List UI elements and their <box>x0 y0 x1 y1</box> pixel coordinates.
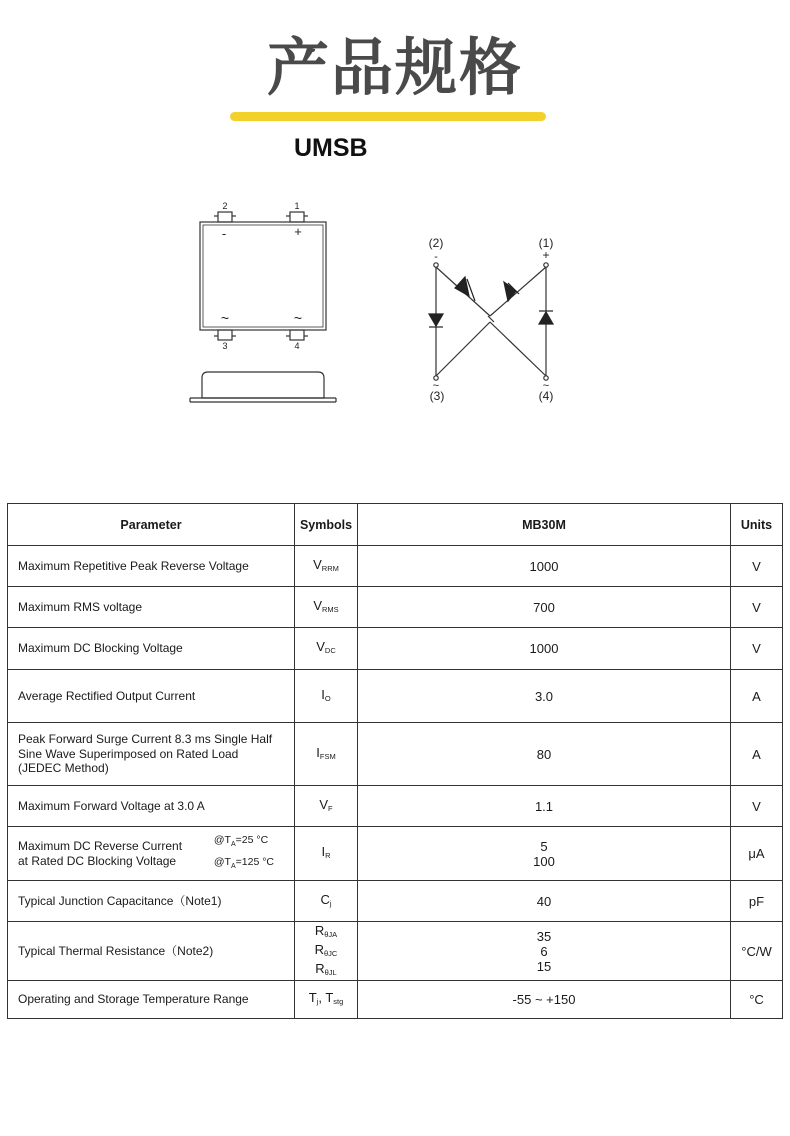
pin-mark-minus: - <box>221 226 227 241</box>
param-text: Operating and Storage Temperature Range <box>18 992 249 1007</box>
schematic-mark-ac-4: ~ <box>542 380 550 392</box>
param-cell <box>8 981 295 1019</box>
pin-mark-ac-3: ~ <box>220 310 230 326</box>
pin-number-1: 1 <box>294 201 300 211</box>
schematic-label-2: (2) <box>428 236 444 250</box>
package-drawing <box>0 0 790 420</box>
symbol-base: R <box>314 922 325 938</box>
pin-mark-ac-4: ~ <box>293 310 303 326</box>
condition-value: =125 °C <box>235 855 274 868</box>
value-cell <box>358 628 731 670</box>
value-cell <box>358 981 731 1019</box>
symbol-subscript: θJA <box>324 929 338 939</box>
param-lines <box>18 799 288 814</box>
param-text: Maximum DC Reverse Current <box>18 839 183 853</box>
param-text: Average Rectified Output Current <box>18 688 196 703</box>
table-row <box>8 827 783 881</box>
package-top-view <box>200 212 326 340</box>
unit-cell: °C/W <box>731 922 783 981</box>
symbol-subscript: θJL <box>324 967 337 977</box>
symbol <box>325 990 343 1005</box>
symbol-subscript: j <box>329 898 332 908</box>
value-cell <box>358 827 731 881</box>
package-side-view <box>190 372 336 402</box>
schematic-label-3: (3) <box>429 389 445 403</box>
symbol-base: V <box>313 556 322 572</box>
value-text: 6 <box>540 943 548 959</box>
symbol-base: V <box>313 597 322 613</box>
symbol-base: T <box>325 990 334 1005</box>
param-cell <box>8 827 295 881</box>
param-lines <box>18 839 182 868</box>
value-text: 1000 <box>529 558 559 574</box>
value-cell <box>358 786 731 827</box>
value-text: 80 <box>536 746 552 762</box>
table-header-row <box>8 504 783 546</box>
symbol <box>295 557 357 576</box>
value-cell <box>358 723 731 786</box>
symbol-subscript: RRM <box>321 563 339 573</box>
unit-cell: μA <box>731 827 783 881</box>
pin-number-4: 4 <box>294 341 300 351</box>
bridge-schematic <box>434 263 548 380</box>
table-row <box>8 628 783 670</box>
symbol <box>295 844 357 863</box>
value-text: 3.0 <box>534 688 554 704</box>
value-cell <box>358 670 731 723</box>
symbol-cell <box>295 546 358 587</box>
param-lines <box>18 559 288 574</box>
symbol <box>295 961 357 980</box>
header-units: Units <box>731 504 783 546</box>
param-text: Maximum DC Blocking Voltage <box>18 641 183 656</box>
value-text: 15 <box>536 958 552 974</box>
header-parameter: Parameter <box>8 504 295 546</box>
symbol-subscript: θJC <box>324 948 338 958</box>
condition-prefix: @T <box>213 834 231 847</box>
symbol-base: V <box>319 796 329 812</box>
unit-cell: A <box>731 670 783 723</box>
param-lines <box>18 689 288 704</box>
symbol <box>295 797 357 816</box>
value-text: 100 <box>533 853 555 869</box>
value-cell <box>358 922 731 981</box>
condition-subscript: A <box>230 841 236 849</box>
symbol-subscript: O <box>324 693 331 703</box>
condition-line <box>214 832 274 853</box>
symbol <box>309 990 326 1005</box>
table-row <box>8 723 783 786</box>
pin-number-2: 2 <box>222 201 228 211</box>
table-row <box>8 587 783 628</box>
table-row <box>8 981 783 1019</box>
symbol <box>295 923 357 942</box>
header-symbols: Symbols <box>295 504 358 546</box>
schematic-mark-plus: + <box>542 248 550 262</box>
symbol-base: R <box>314 941 325 957</box>
value-text: 700 <box>533 599 555 615</box>
unit-cell: V <box>731 628 783 670</box>
unit-cell: pF <box>731 881 783 922</box>
param-lines <box>18 732 288 776</box>
value-text: 35 <box>536 928 552 944</box>
symbol-base: I <box>321 844 326 859</box>
param-lines <box>18 894 288 909</box>
table-row <box>8 786 783 827</box>
unit-cell: V <box>731 546 783 587</box>
symbol <box>295 639 357 658</box>
value-cell <box>358 587 731 628</box>
symbol-cell <box>295 827 358 881</box>
param-lines <box>18 992 288 1007</box>
symbol-cell <box>295 981 358 1019</box>
unit-cell: °C <box>731 981 783 1019</box>
param-text: at Rated DC Blocking Voltage <box>18 853 177 868</box>
table-row <box>8 881 783 922</box>
param-text: Maximum Forward Voltage at 3.0 A <box>18 798 205 813</box>
symbol-separator: , <box>318 990 326 1005</box>
param-cell <box>8 723 295 786</box>
symbol-cell <box>295 786 358 827</box>
param-text: Maximum RMS voltage <box>18 599 143 614</box>
header-part: MB30M <box>358 504 731 546</box>
symbol-cell <box>295 723 358 786</box>
param-cell <box>8 922 295 981</box>
table-row <box>8 922 783 981</box>
schematic-mark-minus: - <box>434 251 438 263</box>
param-cell <box>8 881 295 922</box>
param-with-conditions <box>18 832 288 874</box>
param-cell <box>8 546 295 587</box>
param-cell <box>8 670 295 723</box>
value-text: -55 ~ +150 <box>512 992 576 1007</box>
spec-table <box>7 503 783 1019</box>
param-cell <box>8 587 295 628</box>
param-text: Typical Junction Capacitance（Note1) <box>18 893 222 908</box>
condition-prefix: @T <box>213 855 231 868</box>
symbol-base: C <box>320 891 330 907</box>
param-cell <box>8 628 295 670</box>
condition-value: =25 °C <box>235 834 269 847</box>
schematic-label-4: (4) <box>538 389 554 403</box>
param-text: Peak Forward Surge Current 8.3 ms Single Half <box>18 732 273 747</box>
symbol-subscript: stg <box>333 997 344 1006</box>
symbol <box>295 745 357 764</box>
value-cell <box>358 546 731 587</box>
schematic-label-1: (1) <box>538 236 554 250</box>
symbol-subscript: RMS <box>322 604 339 614</box>
symbol-subscript: j <box>316 997 319 1006</box>
condition-subscript: A <box>230 862 236 870</box>
param-cell <box>8 786 295 827</box>
unit-cell: A <box>731 723 783 786</box>
param-text: Typical Thermal Resistance（Note2) <box>18 943 214 958</box>
param-text: Maximum Repetitive Peak Reverse Voltage <box>18 558 249 573</box>
param-lines <box>18 641 288 656</box>
symbol-base: I <box>321 686 325 702</box>
table-row <box>8 546 783 587</box>
symbol-base: V <box>316 639 325 654</box>
symbol-cell <box>295 628 358 670</box>
pin-number-3: 3 <box>222 341 228 351</box>
symbol-subscript: R <box>325 851 331 860</box>
symbol-cell <box>295 881 358 922</box>
param-lines <box>18 944 288 959</box>
symbol <box>295 687 357 706</box>
symbol-cell <box>295 922 358 981</box>
spec-table-body <box>8 546 783 1019</box>
symbol <box>295 942 357 961</box>
value-text: 1.1 <box>534 798 554 814</box>
symbol-base: T <box>308 990 317 1005</box>
value-text: 40 <box>536 893 552 909</box>
symbol-subscript: DC <box>324 646 336 655</box>
model-name: UMSB <box>294 134 368 162</box>
test-conditions <box>214 832 288 874</box>
symbol-base: I <box>316 744 320 760</box>
symbol <box>295 892 357 911</box>
symbol-cell <box>295 670 358 723</box>
param-text: (JEDEC Method) <box>18 761 109 776</box>
value-cell <box>358 881 731 922</box>
symbol-subscript: FSM <box>319 751 336 761</box>
page-title: 产品规格 <box>266 31 523 104</box>
value-text: 1000 <box>529 641 559 656</box>
symbol-subscript: F <box>328 803 333 813</box>
unit-cell: V <box>731 786 783 827</box>
symbol-base: R <box>315 960 325 976</box>
condition-line <box>214 854 274 875</box>
value-text: 5 <box>540 838 548 854</box>
param-text: Sine Wave Superimposed on Rated Load <box>18 746 239 761</box>
symbol-cell <box>295 587 358 628</box>
pin-mark-plus: + <box>294 224 302 239</box>
table-row <box>8 670 783 723</box>
unit-cell: V <box>731 587 783 628</box>
param-lines <box>18 600 288 615</box>
symbol <box>295 598 357 617</box>
schematic-mark-ac-3: ~ <box>432 380 440 392</box>
